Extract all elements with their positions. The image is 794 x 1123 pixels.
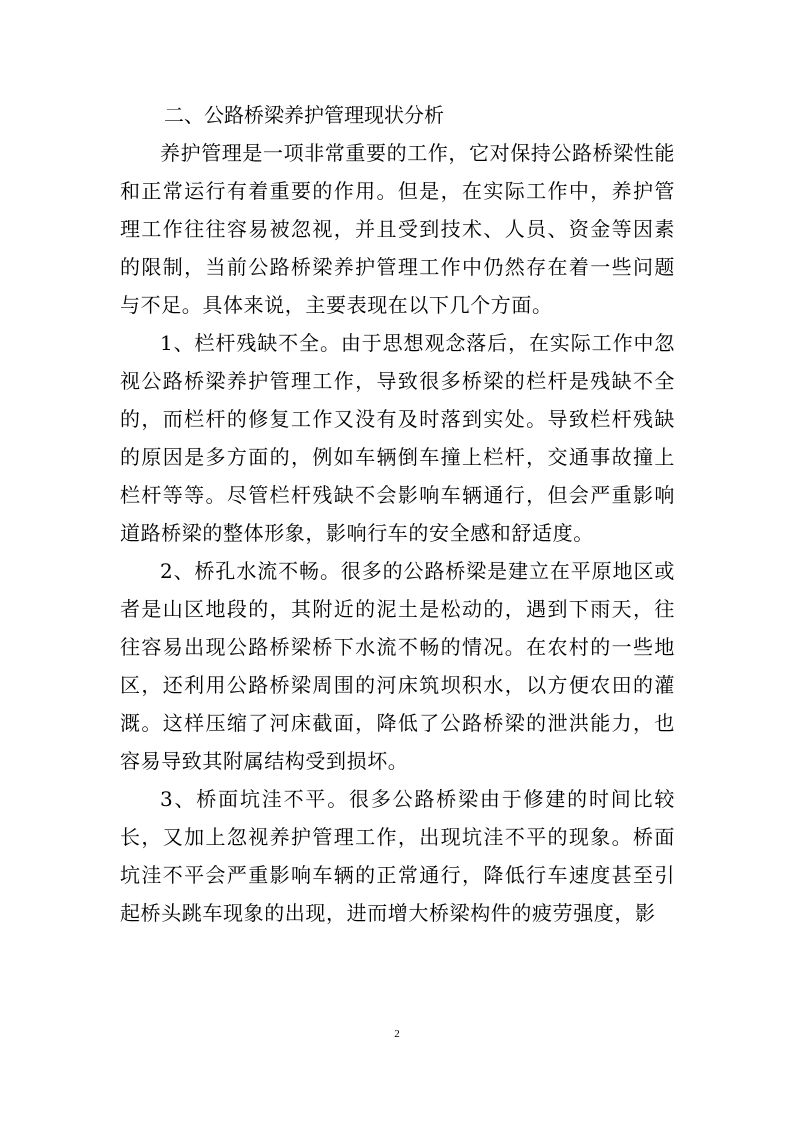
page-number: 2 xyxy=(394,1028,400,1040)
paragraph-railing: 1、栏杆残缺不全。由于思想观念落后，在实际工作中忽视公路桥梁养护管理工作，导致很多桥梁的栏杆是残缺不全的，而栏杆的修复工作又没有及时落到实处。导致栏杆残缺的原因是多方面的，例如车辆倒车撞上栏杆，交通事故撞上栏杆等等。尽管栏杆残缺不会影响车辆通行，但会严重影响道路桥梁的整体形象，影响行车的安全感和舒适度。 xyxy=(120,331,675,545)
paragraph-water-flow: 2、桥孔水流不畅。很多的公路桥梁是建立在平原地区或者是山区地段的，其附近的泥土是松动的，遇到下雨天，往往容易出现公路桥梁桥下水流不畅的情况。在农村的一些地区，还利用公路桥梁周围的河床筑坝积水，以方便农田的灌溉。这样压缩了河床截面，降低了公路桥梁的泄洪能力，也容易导致其附属结构受到损坏。 xyxy=(120,559,675,773)
document-body xyxy=(120,96,675,932)
paragraph-intro: 养护管理是一项非常重要的工作，它对保持公路桥梁性能和正常运行有着重要的作用。但是，在实际工作中，养护管理工作往往容易被忽视，并且受到技术、人员、资金等因素的限制，当前公路桥梁养护管理工作中仍然存在着一些问题与不足。具体来说，主要表现在以下几个方面。 xyxy=(120,141,675,317)
section-title: 二、公路桥梁养护管理现状分析 xyxy=(164,103,444,127)
paragraph-deck-surface: 3、桥面坑洼不平。很多公路桥梁由于修建的时间比较长，又加上忽视养护管理工作，出现坑洼不平的现象。桥面坑洼不平会严重影响车辆的正常通行，降低行车速度甚至引起桥头跳车现象的出现，进而增大桥梁构件的疲劳强度，影 xyxy=(120,787,675,925)
